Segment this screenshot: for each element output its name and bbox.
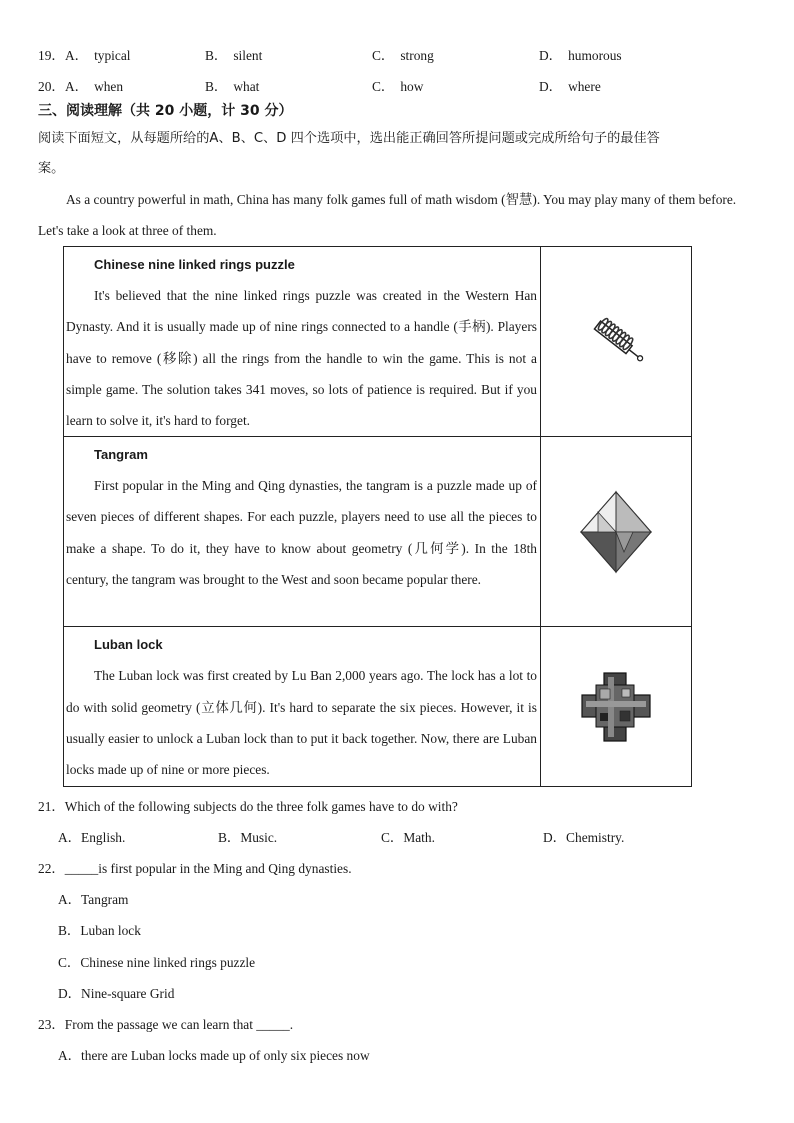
option-text: typical [94, 48, 131, 63]
option-text: how [400, 79, 424, 94]
option-a[interactable] [65, 76, 123, 95]
option-letter: A． [65, 79, 89, 94]
option-text: strong [400, 48, 434, 63]
game-image-cell [541, 627, 692, 787]
option-letter: B． [205, 79, 228, 94]
option-c[interactable]: C．Math. [381, 830, 435, 845]
option-text: when [94, 79, 124, 94]
game-text-cell [64, 247, 541, 437]
option-letter: C． [372, 79, 395, 94]
question-19 [38, 45, 65, 64]
game-title: Tangram [94, 447, 148, 463]
game-title: Luban lock [94, 637, 163, 653]
table-row [64, 247, 692, 437]
nine-rings-icon [581, 307, 651, 377]
option-text: what [233, 79, 260, 94]
section-heading: 三、阅读理解（共 20 小题，计 30 分） [38, 103, 293, 119]
option-letter: B． [205, 48, 228, 63]
option-b[interactable] [205, 76, 259, 95]
section-instruction-cont: 案。 [38, 161, 65, 176]
game-description: The Luban lock was first created by Lu Ban 2,000 years ago. The lock has a lot to do with solid geometry (立体几何). It's hard to separate the six pieces. However, it is usually easier to unlock a Luban lock than to put it back together. Now, there are Luban locks made up of nine or more pieces. [66, 668, 537, 777]
game-title: Chinese nine linked rings puzzle [94, 257, 295, 272]
question-number: 19． [38, 48, 65, 63]
question-23-stem: 23．From the passage we can learn that _____. [38, 1017, 294, 1032]
game-description: First popular in the Ming and Qing dynasties, the tangram is a puzzle made up of seven pieces of different shapes. For each puzzle, players need to use all the pieces to make a shape. To do it, they have to know about geometry (几何学). In the 18th century, the tangram was brought to the West and soon became popular there. [66, 478, 537, 587]
option-a[interactable]: A．English. [58, 830, 126, 845]
option-a[interactable]: A．Tangram [58, 892, 129, 907]
option-d[interactable]: D．Chemistry. [543, 830, 625, 845]
table-row [64, 437, 692, 627]
question-number: 20． [38, 79, 65, 94]
tangram-icon [576, 487, 656, 577]
option-b[interactable]: B．Luban lock [58, 923, 141, 938]
option-text: silent [233, 48, 263, 63]
option-c[interactable]: C．Chinese nine linked rings puzzle [58, 955, 256, 970]
game-image-cell [541, 437, 692, 627]
question-21-stem: 21．Which of the following subjects do the three folk games have to do with? [38, 799, 458, 814]
option-text: humorous [568, 48, 622, 63]
game-description: It's believed that the nine linked rings puzzle was created in the Western Han Dynasty. And it is usually made up of nine rings connected to a handle (手柄). Players have to remove (移除) all the rings from the handle to win the game. This is not a simple game. The solution takes 341 moves, so lots of patience is required. But if you learn to solve it, it's hard to forget. [66, 288, 537, 429]
passage-intro [38, 184, 738, 246]
luban-lock-icon [576, 667, 656, 747]
option-a[interactable] [65, 45, 131, 64]
option-letter: C． [372, 48, 395, 63]
option-b[interactable] [205, 45, 262, 64]
question-20 [38, 76, 65, 95]
option-d[interactable] [539, 45, 622, 64]
option-d[interactable] [539, 76, 601, 95]
option-d[interactable]: D．Nine-square Grid [58, 986, 175, 1001]
option-letter: A． [65, 48, 89, 63]
option-c[interactable] [372, 45, 434, 64]
option-b[interactable]: B．Music. [218, 830, 278, 845]
folk-games-table [63, 246, 692, 787]
table-row [64, 627, 692, 787]
game-image-cell [541, 247, 692, 437]
option-a[interactable]: A．there are Luban locks made up of only six pieces now [58, 1048, 370, 1063]
option-letter: D． [539, 79, 563, 94]
option-letter: D． [539, 48, 563, 63]
option-text: where [568, 79, 601, 94]
question-22-stem: 22．_____is first popular in the Ming and Qing dynasties. [38, 861, 352, 876]
option-c[interactable] [372, 76, 423, 95]
game-text-cell [64, 627, 541, 787]
passage-intro-text: As a country powerful in math, China has many folk games full of math wisdom (智慧). You may play many of them before. Let's take a look at three of them. [38, 192, 737, 238]
section-instruction: 阅读下面短文，从每题所给的A、B、C、D 四个选项中，选出能正确回答所提问题或完成所给句子的最佳答 [38, 131, 660, 146]
game-text-cell [64, 437, 541, 627]
